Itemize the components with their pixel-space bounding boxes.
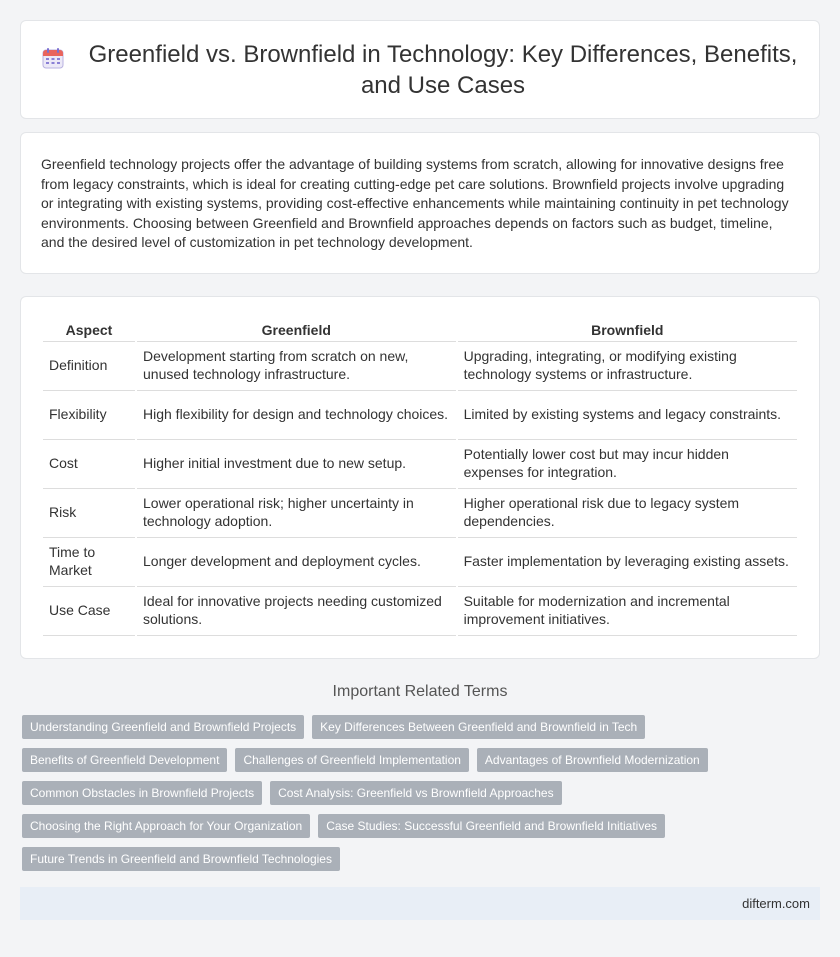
calendar-icon (41, 46, 65, 70)
brownfield-cell: Upgrading, integrating, or modifying existing technology systems or infrastructure. (458, 342, 797, 391)
intro-paragraph: Greenfield technology projects offer the advantage of building systems from scratch, allowing for innovative designs free from legacy constraints, which is ideal for creating cutting-edge pet care solutions. Brownfield projects involve upgrading or integrating with existing systems, providing cost-effective enhancements while maintaining continuity in pet technology environments. Choosing between Greenfield and Brownfield approaches depends on factors such as budget, timeline, and the desired level of customization in pet technology development. (41, 156, 789, 250)
column-header-greenfield: Greenfield (137, 317, 456, 342)
aspect-cell: Risk (43, 489, 135, 538)
greenfield-cell: High flexibility for design and technology choices. (137, 391, 456, 440)
related-term-tag[interactable]: Key Differences Between Greenfield and Brownfield in Tech (312, 715, 645, 739)
aspect-cell: Cost (43, 440, 135, 489)
brownfield-cell: Higher operational risk due to legacy system dependencies. (458, 489, 797, 538)
related-term-tag[interactable]: Future Trends in Greenfield and Brownfield Technologies (22, 847, 340, 871)
column-header-brownfield: Brownfield (458, 317, 797, 342)
related-term-tag[interactable]: Cost Analysis: Greenfield vs Brownfield Approaches (270, 781, 561, 805)
page-title: Greenfield vs. Brownfield in Technology: Key Differences, Benefits, and Use Cases (88, 40, 798, 99)
related-terms-title: Important Related Terms (332, 682, 508, 700)
aspect-cell: Use Case (43, 587, 135, 636)
aspect-cell: Time to Market (43, 538, 135, 587)
table-row (43, 440, 797, 489)
table-row (43, 538, 797, 587)
brownfield-cell: Suitable for modernization and incremental improvement initiatives. (458, 587, 797, 636)
related-term-tag[interactable]: Common Obstacles in Brownfield Projects (22, 781, 262, 805)
related-term-tag[interactable]: Case Studies: Successful Greenfield and Brownfield Initiatives (318, 814, 665, 838)
related-term-tag[interactable]: Challenges of Greenfield Implementation (235, 748, 468, 772)
related-term-tag[interactable]: Choosing the Right Approach for Your Organization (22, 814, 310, 838)
greenfield-cell: Longer development and deployment cycles. (137, 538, 456, 587)
table-header-row (43, 317, 797, 342)
aspect-cell: Flexibility (43, 391, 135, 440)
related-term-tag[interactable]: Understanding Greenfield and Brownfield Projects (22, 715, 304, 739)
aspect-cell: Definition (43, 342, 135, 391)
greenfield-cell: Ideal for innovative projects needing customized solutions. (137, 587, 456, 636)
brownfield-cell: Potentially lower cost but may incur hidden expenses for integration. (458, 440, 797, 489)
related-term-tag[interactable]: Advantages of Brownfield Modernization (477, 748, 708, 772)
greenfield-cell: Development starting from scratch on new, unused technology infrastructure. (137, 342, 456, 391)
comparison-card (20, 296, 820, 659)
intro-card (20, 132, 820, 274)
footer-site-link[interactable]: difterm.com (742, 895, 810, 911)
comparison-table (41, 317, 799, 636)
table-row (43, 489, 797, 538)
brownfield-cell: Limited by existing systems and legacy constraints. (458, 391, 797, 440)
brownfield-cell: Faster implementation by leveraging existing assets. (458, 538, 797, 587)
related-term-tag[interactable]: Benefits of Greenfield Development (22, 748, 227, 772)
footer (20, 887, 820, 920)
related-terms-list (0, 715, 840, 871)
table-row (43, 391, 797, 440)
greenfield-cell: Higher initial investment due to new setup. (137, 440, 456, 489)
greenfield-cell: Lower operational risk; higher uncertainty in technology adoption. (137, 489, 456, 538)
table-row (43, 342, 797, 391)
column-header-aspect: Aspect (43, 317, 135, 342)
table-row (43, 587, 797, 636)
header-card (20, 20, 820, 119)
